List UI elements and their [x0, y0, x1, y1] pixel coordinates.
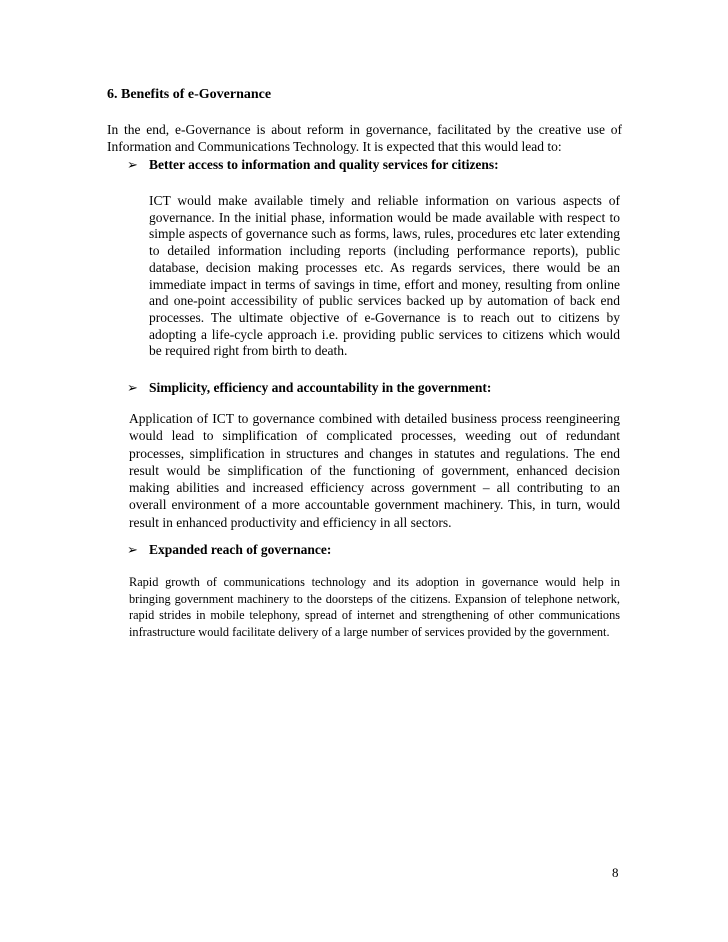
- bullet-title: Expanded reach of governance:: [149, 542, 332, 557]
- bullet-body-reach: Rapid growth of communications technology and its adoption in governance would help in bringing government machinery to the doorsteps of the citizens. Expansion of telephone network, rapid strides in mobile telephony, spread of internet and strengthening of other communications infrastructure would facilitate delivery of a large number of services provided by the government.: [129, 575, 620, 640]
- arrow-bullet-icon: ➢: [127, 380, 138, 395]
- bullet-heading-reach: [127, 542, 331, 558]
- section-heading: 6. Benefits of e-Governance: [107, 87, 272, 102]
- bullet-title: Better access to information and quality services for citizens:: [149, 157, 499, 172]
- arrow-bullet-icon: ➢: [127, 542, 138, 557]
- bullet-heading-simplicity: [127, 380, 491, 396]
- bullet-body-access: ICT would make available timely and reliable information on various aspects of governance. In the initial phase, information would be made available with respect to simple aspects of governance such as forms, laws, rules, procedures etc later extending to detailed information including reports (including performance reports), public database, decision making processes etc. As regards services, there would be an immediate impact in terms of savings in time, effort and money, resulting from online and one-point accessibility of public services backed up by automation of back end processes. The ultimate objective of e-Governance is to reach out to citizens by adopting a life-cycle approach i.e. providing public services to citizens which would be required right from birth to death.: [149, 193, 620, 359]
- bullet-heading-access: [127, 157, 499, 173]
- page-number: 8: [612, 865, 619, 880]
- bullet-title: Simplicity, efficiency and accountability in the government:: [149, 380, 492, 395]
- intro-paragraph: In the end, e-Governance is about reform in governance, facilitated by the creative use of Information and Communications Technology. It is expected that this would lead to:: [107, 122, 622, 154]
- bullet-body-simplicity: Application of ICT to governance combined with detailed business process reengineering would lead to simplification of complicated processes, weeding out of redundant processes, simplification in structures and changes in statutes and regulations. The end result would be simplification of the functioning of government, enhanced decision making abilities and increased efficiency across government – all contributing to an overall environment of a more accountable government machinery. This, in turn, would result in enhanced productivity and efficiency in all sectors.: [129, 411, 620, 530]
- arrow-bullet-icon: ➢: [127, 157, 138, 172]
